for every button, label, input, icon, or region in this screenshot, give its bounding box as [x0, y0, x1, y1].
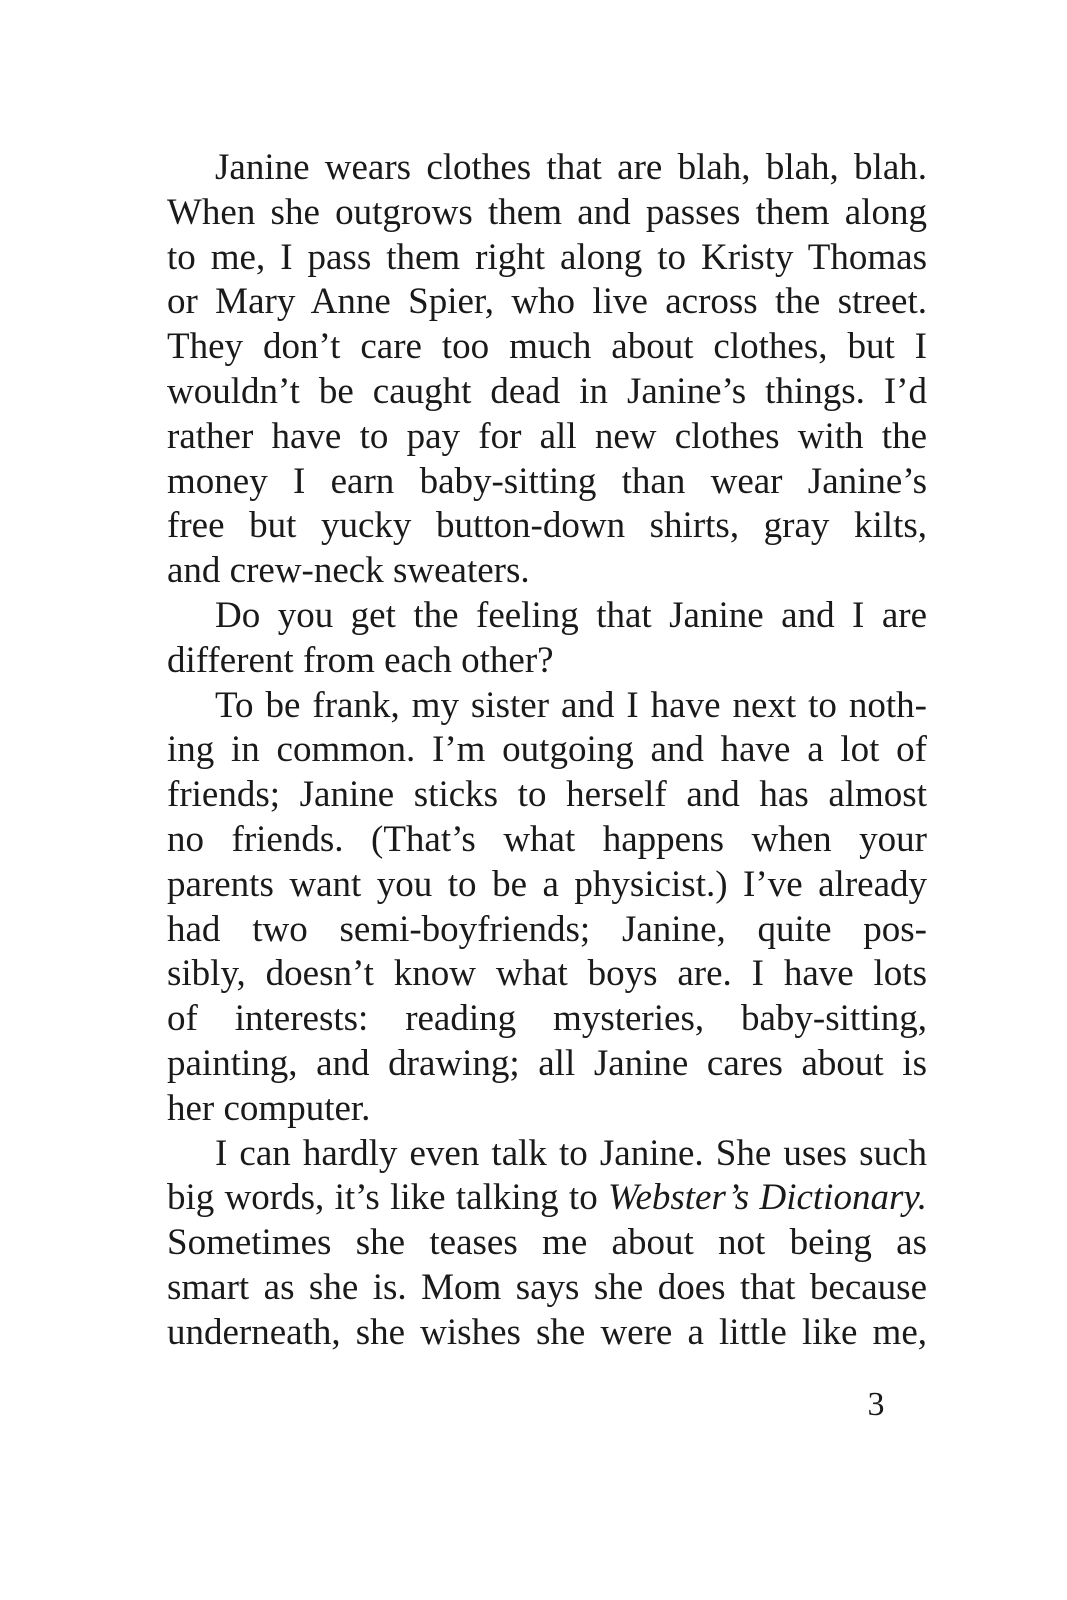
text-line: wouldn’t be caught dead in Janine’s things. I’d: [167, 370, 927, 412]
text-line: no friends. (That’s what happens when your: [167, 818, 927, 860]
text-line: sibly, doesn’t know what boys are. I have lots: [167, 953, 927, 995]
text-line-with-italic: [167, 1176, 927, 1221]
text-line: parents want you to be a physicist.) I’ve already: [167, 863, 927, 905]
text-line: When she outgrows them and passes them along: [167, 191, 927, 233]
text-line: to me, I pass them right along to Kristy Thomas: [167, 236, 927, 278]
body-text: [167, 146, 927, 1356]
text-line: Janine wears clothes that are blah, blah, blah.: [215, 147, 927, 188]
text-line: To be frank, my sister and I have next to noth-: [215, 684, 927, 726]
text-line: ing in common. I’m outgoing and have a lot of: [167, 729, 927, 771]
text-line: free but yucky button-down shirts, gray kilts,: [167, 505, 927, 547]
text-line: Sometimes she teases me about not being as: [167, 1222, 927, 1264]
text-line: money I earn baby-sitting than wear Janine’s: [167, 460, 927, 502]
text-line: her computer.: [167, 1087, 371, 1129]
text-line: or Mary Anne Spier, who live across the street.: [167, 281, 927, 323]
text-line: I can hardly even talk to Janine. She uses such: [215, 1132, 927, 1174]
text-line: and crew-neck sweaters.: [167, 550, 530, 592]
text-line: Do you get the feeling that Janine and I are: [215, 594, 927, 636]
text-line: smart as she is. Mom says she does that because: [167, 1266, 927, 1308]
text-line: had two semi-boyfriends; Janine, quite pos-: [167, 908, 927, 950]
text-line: friends; Janine sticks to herself and has almost: [167, 774, 927, 816]
page-number: 3: [867, 1386, 885, 1423]
text-line: underneath, she wishes she were a little like me,: [167, 1311, 927, 1353]
text-line: painting, and drawing; all Janine cares about is: [167, 1042, 927, 1084]
text-line: They don’t care too much about clothes, but I: [167, 326, 927, 368]
text-line: rather have to pay for all new clothes with the: [167, 415, 927, 457]
text-line: different from each other?: [167, 639, 554, 681]
text-line: of interests: reading mysteries, baby-sitting,: [167, 998, 927, 1040]
book-title-italic: Webster’s Dictionary.: [608, 1177, 927, 1219]
text-span: big words, it’s like talking to: [167, 1177, 609, 1219]
